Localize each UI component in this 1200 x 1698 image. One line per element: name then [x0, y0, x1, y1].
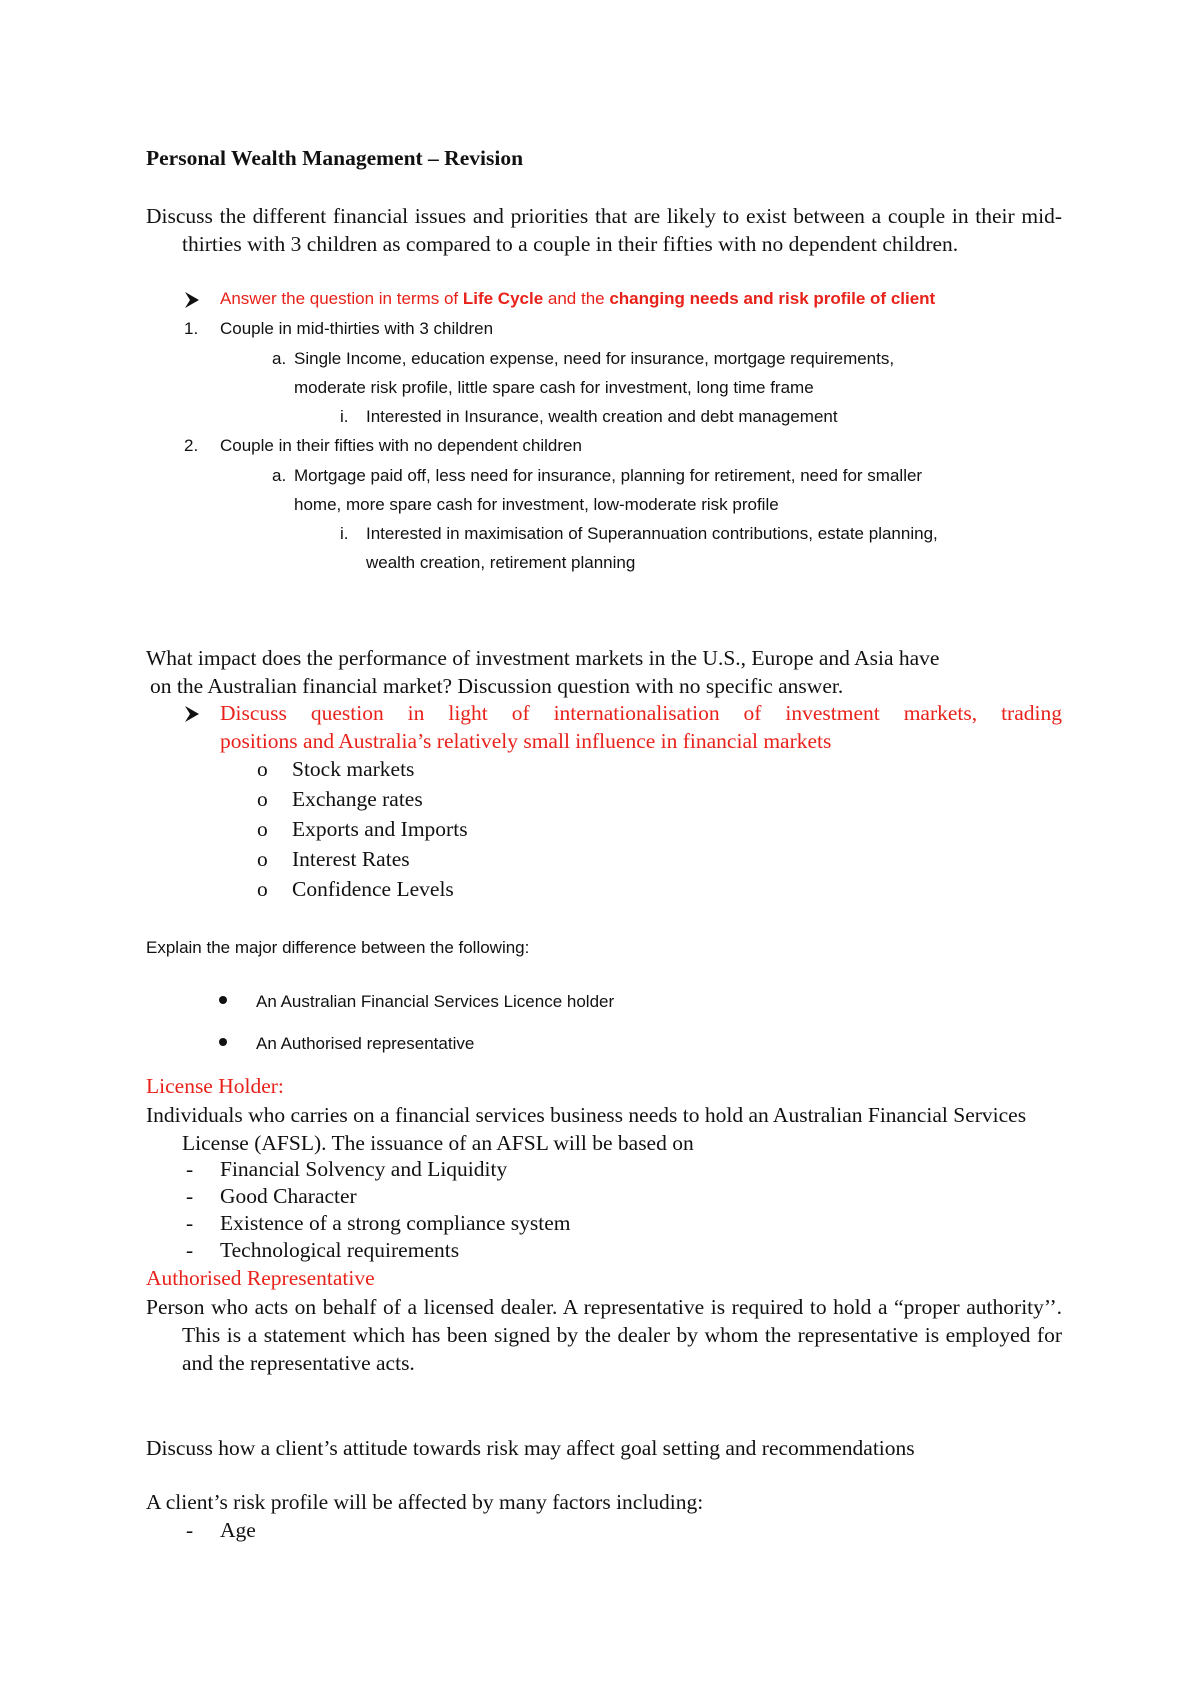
license-item: Good Character [220, 1184, 357, 1208]
q1-item2-label: Couple in their fifties with no dependent children [220, 436, 582, 455]
q2-question-line2: on the Australian financial market? Discussion question with no specific answer. [150, 674, 844, 698]
q2-bullet: Confidence Levels [292, 877, 454, 901]
q1-hint: Answer the question in terms of Life Cycle and the changing needs and risk profile of client [220, 289, 936, 308]
arrow-bullet-icon [183, 704, 201, 724]
bullet-dot-icon [219, 996, 227, 1004]
q1-item1-i-text: Interested in Insurance, wealth creation and debt management [366, 407, 838, 426]
q4-item: Age [220, 1518, 256, 1542]
q1-item1-a-line2: moderate risk profile, little spare cash for investment, long time frame [294, 378, 814, 397]
q2-bullet: Exports and Imports [292, 817, 468, 841]
license-item: Financial Solvency and Liquidity [220, 1157, 508, 1181]
list-roman: i. [340, 407, 349, 426]
q1-item2-a-line1: Mortgage paid off, less need for insurance, planning for retirement, need for smaller [294, 466, 923, 485]
q1-question: Discuss the different financial issues and priorities that are likely to exist between a couple in their mid-thirties with 3 children as compared to a couple in their fifties with no dependent children. [146, 204, 1062, 256]
dash-marker: - [186, 1211, 194, 1235]
q2-hint-line2: positions and Australia’s relatively small influence in financial markets [220, 729, 832, 753]
license-heading: License Holder: [146, 1074, 284, 1098]
q1-item1-a-line1: Single Income, education expense, need for insurance, mortgage requirements, [294, 349, 895, 368]
q3-bullet: An Authorised representative [256, 1034, 475, 1053]
q4-question: Discuss how a client’s attitude towards risk may affect goal setting and recommendations [146, 1436, 915, 1460]
circle-bullet-marker: o [257, 877, 268, 901]
q2-bullet: Interest Rates [292, 847, 410, 871]
q2-bullet: Exchange rates [292, 787, 423, 811]
arrow-bullet-icon [183, 290, 201, 310]
q2-question-line1: What impact does the performance of investment markets in the U.S., Europe and Asia have [146, 646, 940, 670]
circle-bullet-marker: o [257, 757, 268, 781]
q1-item2-a-line2: home, more spare cash for investment, low-moderate risk profile [294, 495, 779, 514]
dash-marker: - [186, 1157, 194, 1181]
ar-text: Person who acts on behalf of a licensed dealer. A representative is required to hold a “proper authority’’. This is a statement which has been signed by the dealer by whom the representative is employed for and the representative acts. [146, 1295, 1062, 1375]
list-number: 1. [184, 319, 199, 338]
dash-marker: - [186, 1184, 194, 1208]
license-text: Individuals who carries on a financial services business needs to hold an Australian Financial Services License (AFSL). The issuance of an AFSL will be based on [146, 1103, 1027, 1155]
dash-marker: - [186, 1238, 194, 1262]
circle-bullet-marker: o [257, 847, 268, 871]
bullet-dot-icon [219, 1038, 227, 1046]
dash-marker: - [186, 1518, 194, 1542]
q1-item2-i-line2: wealth creation, retirement planning [366, 553, 636, 572]
q1-item2-i-line1: Interested in maximisation of Superannuation contributions, estate planning, [366, 524, 938, 543]
license-item: Existence of a strong compliance system [220, 1211, 571, 1235]
q3-question: Explain the major difference between the following: [146, 938, 530, 957]
list-number: 2. [184, 436, 199, 455]
list-letter: a. [272, 466, 287, 485]
q2-hint-line1: Discuss question in light of internationalisation of investment markets, trading [220, 701, 1062, 725]
circle-bullet-marker: o [257, 787, 268, 811]
ar-heading: Authorised Representative [146, 1266, 375, 1290]
q4-intro: A client’s risk profile will be affected by many factors including: [146, 1490, 704, 1514]
q2-bullet: Stock markets [292, 757, 415, 781]
license-item: Technological requirements [220, 1238, 460, 1262]
q1-item1-label: Couple in mid-thirties with 3 children [220, 319, 494, 338]
page-title: Personal Wealth Management – Revision [146, 146, 524, 170]
list-letter: a. [272, 349, 287, 368]
circle-bullet-marker: o [257, 817, 268, 841]
list-roman: i. [340, 524, 349, 543]
q3-bullet: An Australian Financial Services Licence holder [256, 992, 615, 1011]
